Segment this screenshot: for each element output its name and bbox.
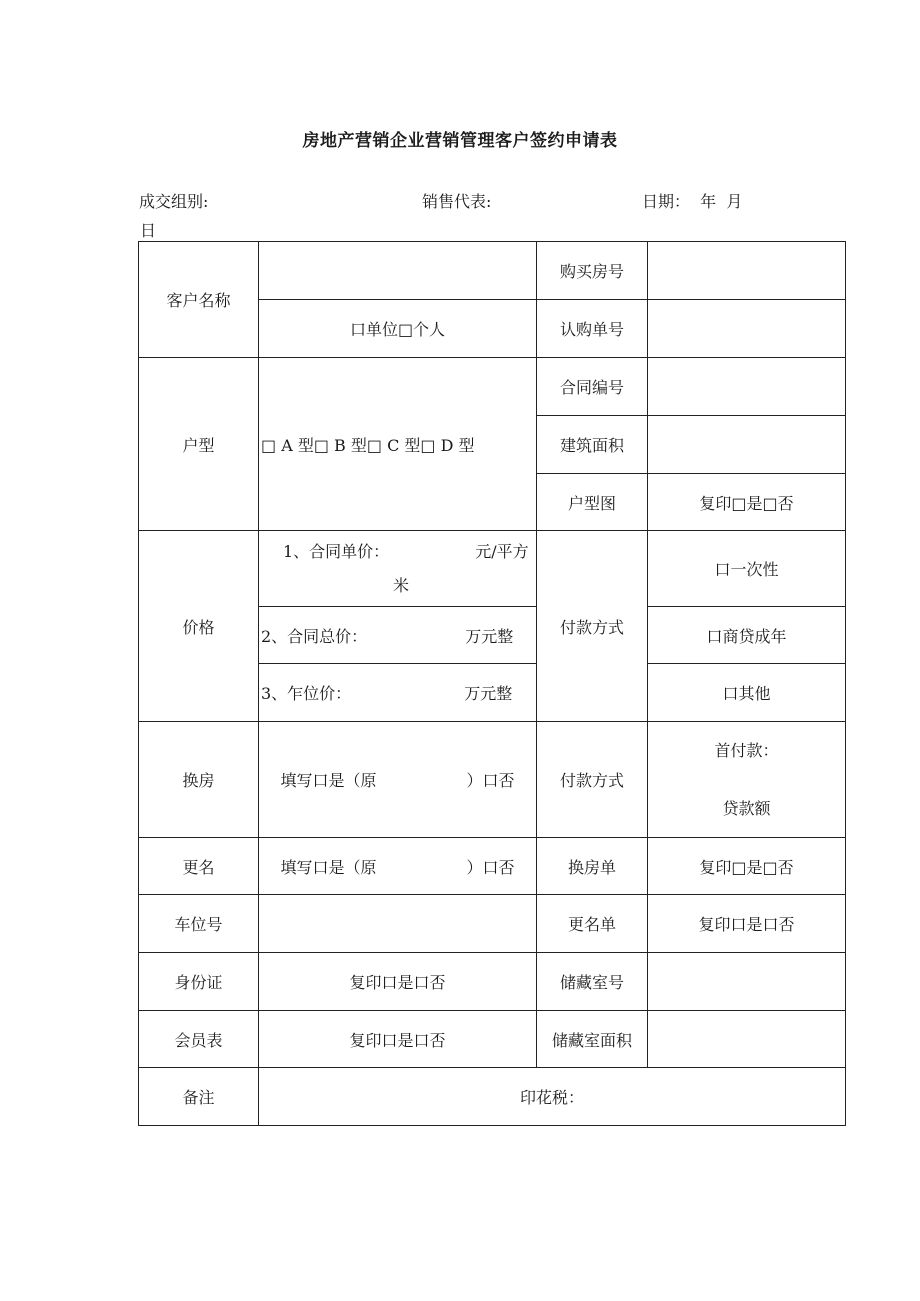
loan-amount-label: 贷款额 bbox=[722, 798, 771, 818]
contract-unit-price[interactable] bbox=[259, 531, 537, 607]
application-form-table bbox=[138, 241, 846, 1126]
parking-no-label: 车位号 bbox=[139, 895, 259, 953]
rename-label: 更名 bbox=[139, 838, 259, 895]
room-change-form-label: 换房单 bbox=[537, 838, 648, 895]
building-area-value[interactable] bbox=[648, 416, 846, 474]
total-price-unit: 万元整 bbox=[465, 626, 514, 646]
payment-method-label: 付款方式 bbox=[537, 531, 648, 722]
building-area-label: 建筑面积 bbox=[537, 416, 648, 474]
date-label: 日期： 年 月 bbox=[642, 192, 743, 211]
payment-method-label-2: 付款方式 bbox=[537, 722, 648, 838]
room-change-fill-no: ）口否 bbox=[466, 771, 515, 790]
contract-no-value[interactable] bbox=[648, 358, 846, 416]
parking-no-value[interactable] bbox=[259, 895, 537, 953]
rename-fill-no: ）口否 bbox=[466, 857, 515, 877]
storage-no-label: 储藏室号 bbox=[537, 953, 648, 1011]
sales-rep-label: 销售代表: bbox=[422, 192, 492, 211]
layout-options[interactable]: □ A 型□ B 型□ C 型□ D 型 bbox=[259, 358, 537, 531]
payment-amounts[interactable] bbox=[648, 722, 846, 838]
id-card-copy-options[interactable]: 复印口是口否 bbox=[259, 953, 537, 1011]
contract-no-label: 合同编号 bbox=[537, 358, 648, 416]
remarks-label: 备注 bbox=[139, 1068, 259, 1126]
unit-price-unit-a: 元/平方 bbox=[475, 541, 529, 561]
page-title: 房地产营销企业营销管理客户签约申请表 bbox=[302, 131, 618, 151]
room-change-fill-yes: 填写口是（原 bbox=[280, 771, 377, 790]
parking-price-label: 3、乍位价： bbox=[261, 684, 352, 703]
buy-room-no-label: 购买房号 bbox=[537, 242, 648, 300]
layout-label: 户型 bbox=[139, 358, 259, 531]
price-label: 价格 bbox=[139, 531, 259, 722]
rename-form-copy-options[interactable]: 复印口是口否 bbox=[648, 895, 846, 953]
customer-type-options[interactable]: 口单位□个人 bbox=[259, 300, 537, 358]
contract-total-price-label: 2、合同总价： bbox=[261, 626, 368, 646]
member-form-copy-options[interactable]: 复印口是口否 bbox=[259, 1011, 537, 1068]
room-change-label: 换房 bbox=[139, 722, 259, 838]
contract-total-price[interactable] bbox=[259, 607, 537, 664]
storage-area-value[interactable] bbox=[648, 1011, 846, 1068]
stamp-tax-field[interactable] bbox=[259, 1068, 846, 1126]
pay-other-option[interactable]: 口其他 bbox=[648, 664, 846, 722]
customer-name-label: 客户名称 bbox=[139, 242, 259, 358]
rename-form-label: 更名单 bbox=[537, 895, 648, 953]
group-label: 成交组别: bbox=[139, 192, 209, 211]
id-card-label: 身份证 bbox=[139, 953, 259, 1011]
pay-lump-option[interactable]: 口一次性 bbox=[648, 531, 846, 607]
floor-plan-label: 户型图 bbox=[537, 474, 648, 531]
storage-area-label: 储藏室面积 bbox=[537, 1011, 648, 1068]
pay-loan-option[interactable]: 口商贷成年 bbox=[648, 607, 846, 664]
parking-price[interactable] bbox=[259, 664, 537, 722]
unit-price-unit-b: 米 bbox=[393, 575, 410, 595]
room-change-form-copy-options[interactable]: 复印□是□否 bbox=[648, 838, 846, 895]
rename-fill[interactable] bbox=[259, 838, 537, 895]
customer-name-value[interactable] bbox=[259, 242, 537, 300]
subscription-no-value[interactable] bbox=[648, 300, 846, 358]
day-label: 日 bbox=[140, 221, 157, 240]
parking-price-unit: 万元整 bbox=[464, 684, 513, 703]
buy-room-no-value[interactable] bbox=[648, 242, 846, 300]
stamp-tax-label: 印花税： bbox=[519, 1088, 584, 1107]
room-change-fill[interactable] bbox=[259, 722, 537, 838]
rename-fill-yes: 填写口是（原 bbox=[280, 857, 377, 877]
subscription-no-label: 认购单号 bbox=[537, 300, 648, 358]
member-form-label: 会员表 bbox=[139, 1011, 259, 1068]
floor-plan-copy-options[interactable]: 复印□是□否 bbox=[648, 474, 846, 531]
contract-unit-price-label: 1、合同单价： bbox=[283, 541, 390, 561]
storage-no-value[interactable] bbox=[648, 953, 846, 1011]
down-payment-label: 首付款： bbox=[714, 740, 779, 760]
